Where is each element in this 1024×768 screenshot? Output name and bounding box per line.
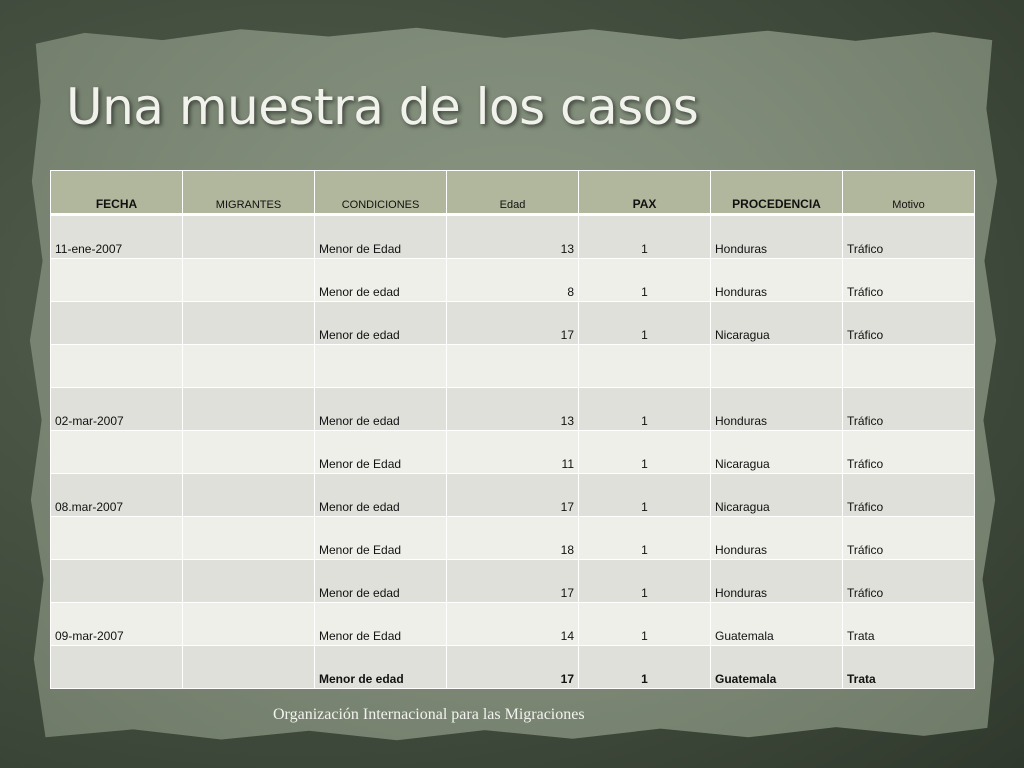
table-row	[51, 603, 975, 646]
cell-fecha: 09-mar-2007	[51, 603, 183, 646]
cell-migrantes	[183, 431, 315, 474]
cell-procedencia: Honduras	[711, 215, 843, 259]
cell-procedencia: Guatemala	[711, 646, 843, 689]
cell-pax: 1	[579, 431, 711, 474]
cell-pax: 1	[579, 517, 711, 560]
cell-condiciones: Menor de edad	[315, 560, 447, 603]
cell-condiciones: Menor de Edad	[315, 603, 447, 646]
table-row	[51, 474, 975, 517]
cell-condiciones: Menor de Edad	[315, 431, 447, 474]
header-motivo: Motivo	[843, 171, 975, 215]
cell-fecha	[51, 560, 183, 603]
cell-fecha	[51, 517, 183, 560]
cell-edad: 11	[447, 431, 579, 474]
cell-fecha	[51, 431, 183, 474]
cell-procedencia: Honduras	[711, 517, 843, 560]
table-row	[51, 517, 975, 560]
cell-edad: 17	[447, 474, 579, 517]
cell-procedencia: Honduras	[711, 259, 843, 302]
cell-edad: 13	[447, 388, 579, 431]
cell-pax: 1	[579, 560, 711, 603]
cell-migrantes	[183, 345, 315, 388]
cell-motivo: Tráfico	[843, 474, 975, 517]
cell-edad: 17	[447, 560, 579, 603]
cell-edad: 8	[447, 259, 579, 302]
cell-edad: 13	[447, 215, 579, 259]
cell-condiciones: Menor de edad	[315, 302, 447, 345]
table-row	[51, 388, 975, 431]
cell-fecha	[51, 345, 183, 388]
cell-condiciones: Menor de edad	[315, 646, 447, 689]
header-procedencia: PROCEDENCIA	[711, 171, 843, 215]
header-condiciones: CONDICIONES	[315, 171, 447, 215]
cell-motivo: Tráfico	[843, 517, 975, 560]
cell-migrantes	[183, 517, 315, 560]
cell-procedencia: Nicaragua	[711, 302, 843, 345]
header-fecha: FECHA	[51, 171, 183, 215]
cell-migrantes	[183, 215, 315, 259]
cell-fecha	[51, 302, 183, 345]
cell-migrantes	[183, 302, 315, 345]
cell-motivo: Tráfico	[843, 259, 975, 302]
cell-migrantes	[183, 259, 315, 302]
cell-motivo: Tráfico	[843, 431, 975, 474]
cell-pax: 1	[579, 603, 711, 646]
cell-pax: 1	[579, 474, 711, 517]
cell-procedencia: Guatemala	[711, 603, 843, 646]
cell-motivo: Tráfico	[843, 560, 975, 603]
cell-motivo: Trata	[843, 603, 975, 646]
table-row	[51, 302, 975, 345]
header-migrantes: MIGRANTES	[183, 171, 315, 215]
cell-motivo	[843, 345, 975, 388]
header-pax: PAX	[579, 171, 711, 215]
cell-procedencia: Nicaragua	[711, 474, 843, 517]
cell-fecha: 08.mar-2007	[51, 474, 183, 517]
cell-migrantes	[183, 560, 315, 603]
cell-edad: 17	[447, 302, 579, 345]
cell-pax: 1	[579, 302, 711, 345]
cell-pax: 1	[579, 646, 711, 689]
cell-fecha	[51, 259, 183, 302]
cell-migrantes	[183, 388, 315, 431]
table-row	[51, 646, 975, 689]
cell-edad: 14	[447, 603, 579, 646]
cell-migrantes	[183, 646, 315, 689]
cell-procedencia: Honduras	[711, 388, 843, 431]
cell-procedencia: Nicaragua	[711, 431, 843, 474]
cell-fecha: 11-ene-2007	[51, 215, 183, 259]
cell-motivo: Tráfico	[843, 302, 975, 345]
cell-procedencia	[711, 345, 843, 388]
table-row	[51, 215, 975, 259]
table-header-row	[51, 171, 975, 215]
cell-condiciones	[315, 345, 447, 388]
cell-pax: 1	[579, 259, 711, 302]
cell-pax: 1	[579, 388, 711, 431]
slide-title: Una muestra de los casos	[66, 78, 699, 136]
cell-migrantes	[183, 603, 315, 646]
cell-condiciones: Menor de Edad	[315, 215, 447, 259]
cell-procedencia: Honduras	[711, 560, 843, 603]
cases-table	[50, 170, 975, 689]
cell-fecha	[51, 646, 183, 689]
table-row	[51, 431, 975, 474]
table-row	[51, 345, 975, 388]
cell-edad: 17	[447, 646, 579, 689]
cell-edad: 18	[447, 517, 579, 560]
cell-condiciones: Menor de edad	[315, 388, 447, 431]
cell-condiciones: Menor de Edad	[315, 517, 447, 560]
slide-footer: Organización Internacional para las Migraciones	[273, 706, 585, 723]
cell-motivo: Trata	[843, 646, 975, 689]
cell-migrantes	[183, 474, 315, 517]
cell-fecha: 02-mar-2007	[51, 388, 183, 431]
cell-condiciones: Menor de edad	[315, 259, 447, 302]
cell-motivo: Tráfico	[843, 388, 975, 431]
cell-edad	[447, 345, 579, 388]
cell-motivo: Tráfico	[843, 215, 975, 259]
cell-pax: 1	[579, 215, 711, 259]
cell-condiciones: Menor de edad	[315, 474, 447, 517]
cell-pax	[579, 345, 711, 388]
table-row	[51, 560, 975, 603]
table-row	[51, 259, 975, 302]
header-edad: Edad	[447, 171, 579, 215]
